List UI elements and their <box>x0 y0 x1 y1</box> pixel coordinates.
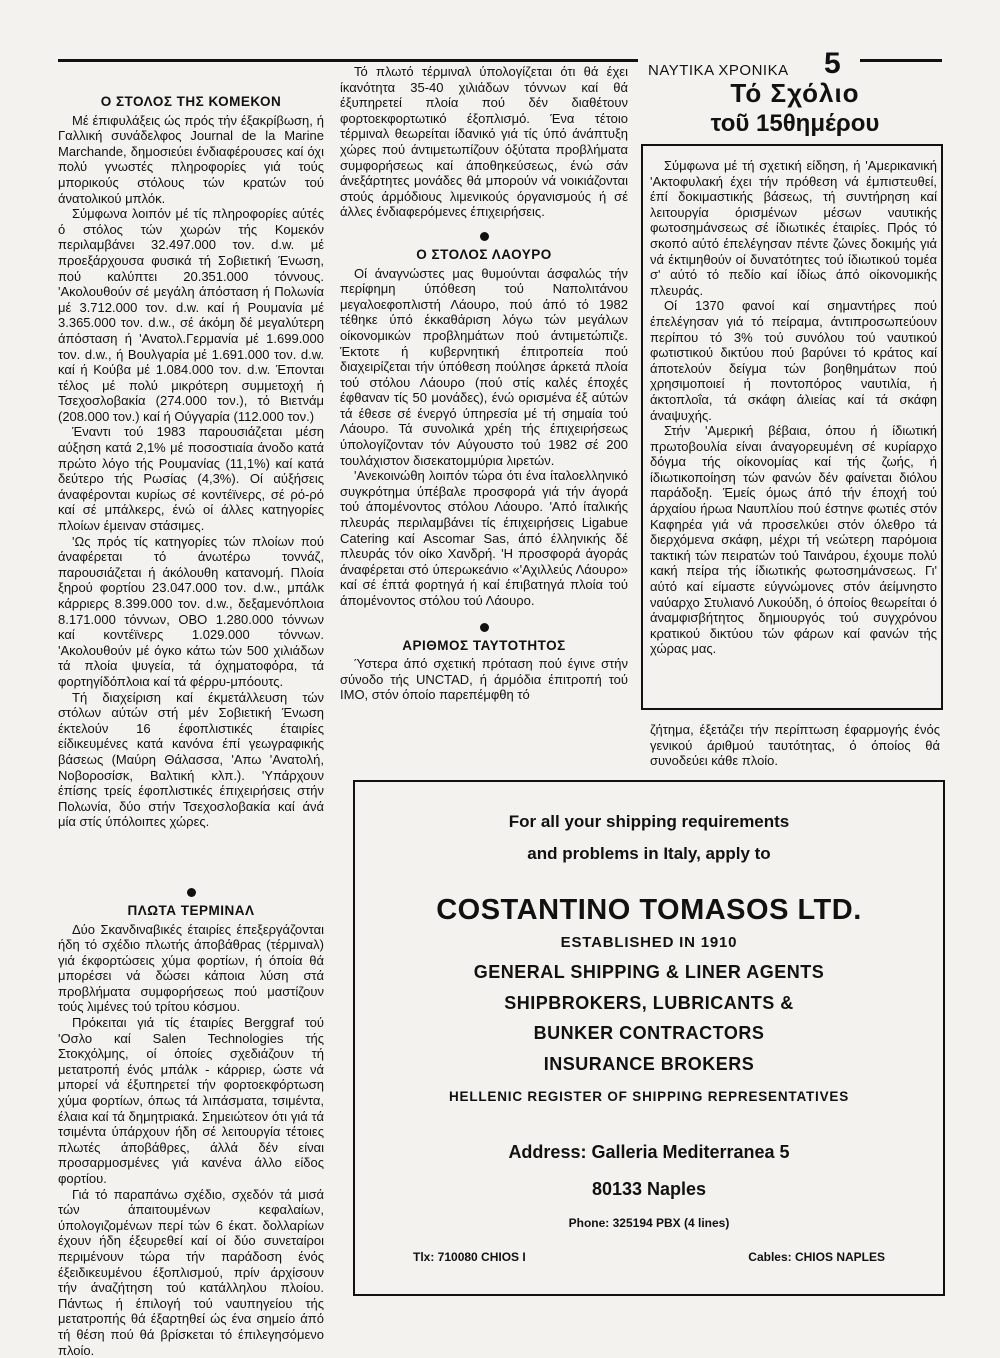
section-title-id-number: ΑΡΙΘΜΟΣ ΤΑΥΤΟΤΗΤΟΣ <box>402 637 566 653</box>
paragraph: 'Ως πρός τίς κατηγορίες τών πλοίων πού άναφέρεται τό άνωτέρω τοννάζ, παρουσιάζεται ή άκόλουθη κατανομή. Πλοία ξηρού φορτίου 23.047.000 τον. d.w., μπάλκ κάρριερς 8.399.000 τον. d.w., δεξαμενόπλοια 8.171.000 τόννων, ΟΒΟ 1.280.000 τόννων καί κοντέϊνερς 1.029.000 τόννων. 'Ακολουθούν μέ όγκο κάτω τών 500 χιλιάδων τά πλοία ψυγεία, τά όχηματοφόρα, τά φορτηγίδόπλοια καί τά φέρρυ-μπόουτς. <box>58 533 324 689</box>
paragraph: Μέ έπιφυλάξεις ώς πρός τήν έξακρίβωση, ή Γαλλική συνάδελφος Journal de la Marine Marchande, δημοσιεύει ένδιαφέρουσες καί όχι πολύ γνωστές πληροφορίες γιά τούς μπορικούς στόλους τών κρατών τού άνατολικού μπλόκ. <box>58 112 324 206</box>
ad-address-line-2: 80133 Naples <box>591 1179 707 1199</box>
ad-service-3: BUNKER CONTRACTORS <box>533 1023 765 1043</box>
ad-line-2: and problems in Italy, apply to <box>527 844 771 863</box>
paragraph: Στήν 'Αμερική βέβαια, όπου ή ίδιωτική πρωτοβουλία είναι άναγορευμένη σέ κυρίαρχο δόγμα τής οίκονομίας καί τής ζωής, ή ίδιωτικοποίηση τών φανών δέν φαίνεται διόλου παράδοξη. Έμείς όμως άπό τήν έποχή τού άρχαίου ήρωα Ναυπλίου πού έστηνε φωτιές στόν Καφηρέα γιά νά προσελκύει στόν όλεθρο τά διερχόμενα σκάφη, μέχρι τή νεώτερη παρόμοια τακτική τών πειρατών τού Ταινάρου, έχουμε πολύ κακή πείρα τής ίδιωτικής φωτοσημάνσεως. Γι' αύτό καί είμαστε εύγνώμονες στόν άείμνηστο ναύαρχο Στυλιανό Λυκούδη, ό όποίος θεωρείται ό άναμφισβήτητος δημιουργός τού συγχρόνου κρατικού δικτύου τών φάρων καί φανών τής χώρας μας. <box>650 423 937 657</box>
comment-subtitle: τοῦ 15θημέρου <box>710 110 880 137</box>
advertisement <box>353 780 945 1296</box>
ad-phone: Phone: 325194 PBX (4 lines) <box>568 1216 730 1230</box>
bullet-icon <box>480 232 489 241</box>
ad-register: HELLENIC REGISTER OF SHIPPING REPRESENTATIVES <box>448 1089 850 1104</box>
ad-cables: Cables: CHIOS NAPLES <box>748 1250 885 1264</box>
bullet-icon <box>480 623 489 632</box>
paragraph: Σύμφωνα λοιπόν μέ τίς πληροφορίες αύτές ό στόλος τών χωρών τής Κομεκόν περιλαμβάνει 32.497.000 τον. d.w. μέ προεξάρχουσα φυσικά τή Σοβιετική Ένωση, πού καλύπτει 20.351.000 τόννους. 'Ακολουθούν σέ μεγάλη άπόσταση ή Πολωνία μέ 3.712.000 τον. d.w. καί ή Ρουμανία μέ 3.365.000 τον. d.w., σέ άκόμη δέ μεγαλύτερη άπόσταση ή 'Ανατολ.Γερμανία μέ 1.699.000 τον. d.w., ή Βουλγαρία μέ 1.691.000 τον. d.w. καί ή Κούβα μέ 1.084.000 τον. d.w. Έπονται τέλος μέ πολύ μικρότερη συμμετοχή ή Τσεχοσλοβακία (274.000 τον.), τό Βιετνάμ (208.000 τον.) καί ή Ούγγαρία (112.000 τον.) <box>58 206 324 424</box>
header-rule-left <box>58 59 638 62</box>
paragraph: Έναντι τού 1983 παρουσιάζεται μέση αύξηση κατά 2,1% μέ ποσοστιαία άνοδο κατά πρώτο λόγο τής Ρουμανίας (11,1%) καί κατά δεύτερο τής Ρωσίας (4,3%). Οί αύξήσεις άναφέρονται κυρίως σέ κοντέϊνερς, σέ ρό-ρό καί σέ μπάλκερς, ένώ οί άλλες κατηγορίες πλοίων έμειναν στάσιμες. <box>58 424 324 534</box>
ad-established: ESTABLISHED IN 1910 <box>560 934 738 951</box>
paragraph: Δύο Σκανδιναβικές έταιρίες έπεξεργάζονται ήδη τό σχέδιο πλωτής άποβάθρας (τέρμιναλ) γιά έκφορτώσεις χύμα φορτίων, ή όποία θά μπορέσει νά δώσει κάποια λύση στά προβλήματα συμφορήσεως πού μαστίζουν τούς λιμένες τού τρίτου κόσμου. <box>58 921 324 1015</box>
masthead: ΝΑΥΤΙΚΑ ΧΡΟΝΙΚΑ <box>648 62 789 79</box>
section-title-lauro-fleet: Ο ΣΤΟΛΟΣ ΛΑΟΥΡΟ <box>416 246 552 262</box>
section-title-comecon: Ο ΣΤΟΛΟΣ ΤΗΣ ΚΟΜΕΚΟΝ <box>100 94 282 109</box>
ad-telex: Tlx: 710080 CHIOS I <box>413 1250 526 1264</box>
paragraph: Γιά τό παραπάνω σχέδιο, σχεδόν τά μισά τών άπαιτουμένων κεφαλαίων, ύπολογιζομένων περί τών 6 έκατ. δολλαρίων έχουν ήδη έξευρεθεί καί οί δύο συνεταίροι περιμένουν τώρα τήν παράδοση ένός έξειδικευμένου έξοπλισμού, πρίν άρχίσουν τήν άναζήτηση τού κατάλληλου πλοίου. Πάντως ή έπιλογή τού ναυπηγείου τής μετατροπής θά έξαρτηθεί ώς ένα σημείο άπό τή θέση πού θά βρίσκεται τό έπιλεγησόμενο πλοίο. <box>58 1186 324 1358</box>
bullet-icon <box>187 888 196 897</box>
paragraph: Πρόκειται γιά τίς έταιρίες Berggraf τού 'Οσλο καί Salen Technologies τής Στοκχόλμης, οί όποίες σχεδιάζουν τή μετατροπή ένός μπάλκ - κάρριερ, ώστε νά μπορεί νά έξυπηρετεί τήν φορτοεκφόρτωση χύμα φορτίων, όπως τά λιπάσματα, τσιμέντα, έλαια καί τά δημητριακά. Σημειώτεον ότι γιά τά τσιμέντα ύπάρχουν ήδη σέ λειτουργία τέτοιες πλωτές άποβάθρες, άλλά δέν είναι προσαρμοσμένες γιά κανένα άλλο είδος φορτίου. <box>58 1015 324 1186</box>
comment-title <box>650 78 940 109</box>
column-1 <box>58 92 324 1358</box>
paragraph: Τή διαχείριση καί έκμετάλλευση τών στόλων αύτών στή μέν Σοβιετική Ένωση έκτελούν 16 έφοπλιστικές έταιρίες είδικευμένες κατά κανόνα έπί γεωγραφικής βάσεως (Μαύρη Θάλασσα, 'Απω 'Ανατολή, Νοβοροσίσκ, Βαλτική κλπ.). 'Υπάρχουν έπίσης τρείς έφοπλιστικές έπιχειρήσεις στήν Πολωνία, δύο στήν Τσεχοσλοβακία καί άνά μία στίς ύπόλοιπες χώρες. <box>58 689 324 830</box>
header-rule-right <box>860 59 942 62</box>
ad-line-1: For all your shipping requirements <box>508 812 790 831</box>
ad-address-line-1: Address: Galleria Mediterranea 5 <box>508 1142 790 1162</box>
comment-title-text: Τό Σχόλιο <box>730 78 860 108</box>
paragraph: 'Ανεκοινώθη λοιπόν τώρα ότι ένα ίταλοελληνικό συγκρότημα ύπέβαλε προσφορά γιά τήν άγορά τού άπομένοντος στόλου Λάουρο. 'Από ίταλικής πλευράς περιλαμβάνει τίς έπιχειρήσεις Ligabue Catering καί Ascomar Sas, άπό έλληνικής δέ πλευράς τόν οίκο Χανδρή. 'Η προσφορά άγοράς άναφέρεται στό ύπερωκεάνιο «'Αχιλλεύς Λάουρο» καί σέ έπτά φορτηγά ή καί έπιβατηγά πλοία τού άπομένοντος στόλου τού Λάουρο. <box>340 468 628 608</box>
section-title-floating-terminal: ΠΛΩΤΑ ΤΕΡΜΙΝΑΛ <box>127 902 255 918</box>
page-number: 5 <box>824 47 841 80</box>
ad-service-1: GENERAL SHIPPING & LINER AGENTS <box>473 962 825 982</box>
id-number-continuation: ζήτημα, έξετάζει τήν περίπτωση έφαρμογής ένός γενικού άριθμού ταυτότητας, ό όποίος θά συνοδεύει κάθε πλοίο. <box>650 722 940 769</box>
paragraph: Οί 1370 φανοί καί σημαντήρες πού έπελέγησαν γιά τό πείραμα, άντιπροσωπεύουν περίπου τό 3% τού συνόλου τού ναυτικού φωτιστικού δικτύου πού βαρύνει τό κράτος καί άποτελούν δείγμα τών βοηθημάτων πού χρησιμοποιεί ή ποντοπόρος ναυτιλία, ή άκτοπλοΐα, τά σκάφη άλιείας καί τά σκάφη άναψυχής. <box>650 298 937 423</box>
paragraph: Οί άναγνώστες μας θυμούνται άσφαλώς τήν περίφημη ύπόθεση τού Ναπολιτάνου μεγαλοεφοπλιστή Λάουρο, πού άπό τό 1982 τέθηκε ύπό έκκαθάριση λόγω τών μεγάλων οίκονομικών προβλημάτων πού άντιμετώπιζε. Έκτοτε ή κυβερνητική έπιτροπεία πού διαχειρίζεται τήν ύπόθεση πούλησε άρκετά πλοία τού στόλου Λάουρο (πού στίς καλές έποχές έφθαναν τίς 50 μονάδες), ένώ ορισμένα έξ αύτών τά έθεσε σέ ένεργό ύπηρεσία μέ τή σημαία τού Λάουρο. Τά συνολικά χρέη τής έπιχειρήσεως ύπολογίζονταν τόν Αύγουστο τού 1982 σέ 200 τουλάχιστον δισεκατομμύρια λιρετών. <box>340 265 628 468</box>
paragraph: Ύστερα άπό σχετική πρόταση πού έγινε στήν σύνοδο τής UNCTAD, ή άρμόδια έπιτροπή τού ΙΜΟ, στόν όποίο παρεπέμφθη τό <box>340 656 628 703</box>
paragraph: Σύμφωνα μέ τή σχετική είδηση, ή 'Αμερικανική 'Ακτοφυλακή έχει τήν πρόθεση νά έμπιστευθεί, έπί δοκιμαστικής βάσεως, τή συντήρηση καί λειτουργία όρισμένων μέσων ναυτικής φωτοσημάνσεως σέ ίδιωτικές έταιρίες. Πρός τό σκοπό αύτό έπελέγησαν πέντε ζώνες δοκιμής γιά νά έκτιμηθούν οί δυνατότητες τού ίδιωτικού τομέα σ' αύτό τό πεδίο καί ίδίως άπό οίκονομικής πλευράς. <box>650 158 937 298</box>
paragraph: Τό πλωτό τέρμιναλ ύπολογίζεται ότι θά έχει ίκανότητα 35-40 χιλιάδων τόννων καί θά έξυπηρετεί πλοία πού δέν διαθέτουν φορτοεκφορτωτικό έξοπλισμό. Ένα τέτοιο τέρμιναλ θεωρείται ίδανικό γιά τίς ύπό άνάπτυξη χώρες πού άντιμετωπίζουν όξύτατα προβλήματα συμφορήσεως καί άποθηκεύσεως, ένώ σάν άνεξάρτητες μονάδες θά μπορούν νά νοικιάζονται στούς άρμόδιους λιμενικούς όργανισμούς ή σέ άλλες ένδιαφερόμενες έπιχειρήσεις. <box>340 64 628 220</box>
ad-service-2: SHIPBROKERS, LUBRICANTS & <box>504 993 794 1013</box>
ad-service-4: INSURANCE BROKERS <box>543 1054 755 1074</box>
column-3 <box>650 158 937 657</box>
column-2 <box>340 64 628 703</box>
ad-company-name: COSTANTINO TOMASOS LTD. <box>436 894 862 926</box>
